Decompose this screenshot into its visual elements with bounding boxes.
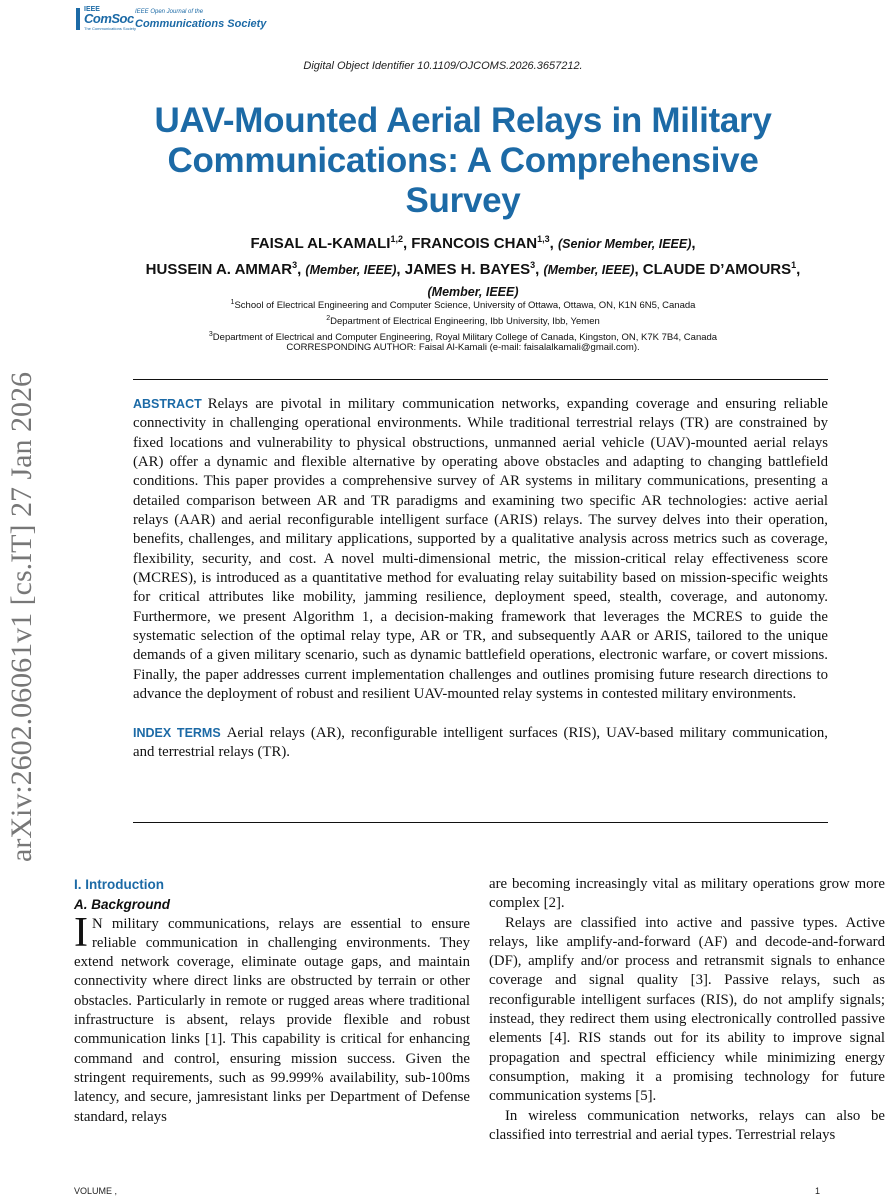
doi-line: Digital Object Identifier 10.1109/OJCOMS.2026.3657212. [303, 60, 583, 72]
author-affil-sup: 3 [530, 260, 536, 270]
author-affil-sup: 3 [292, 260, 298, 270]
left-column [74, 875, 470, 1127]
paper-title: UAV-Mounted Aerial Relays in Military Communications: A Comprehensive Survey [154, 101, 772, 220]
right-column [489, 875, 885, 1145]
abstract-label: ABSTRACT [133, 397, 202, 411]
author-list: FAISAL AL-KAMALI$^{1,2}$, FRANCOIS CHAN$^{1,3}$, (Senior Member, IEEE), HUSSEIN A. AMMAR$^3$, (Member, IEEE), JAMES H. BAYES$^3$, (Member, IEEE), CLAUDE D’AMOURS$^1$, (Member, IEEE) [145, 234, 801, 299]
subsection-heading: A. Background [74, 897, 171, 913]
author-membership: (Senior Member, IEEE) [558, 237, 692, 251]
affiliation-line [120, 312, 806, 328]
body-paragraph: Relays are classified into active and passive types. Active relays, like amplify-and-forward (AF) and decode-and-forward (DF), amplify and/or process and retransmit signals to enhance coverage and signal quality [3]. Passive relays, such as reconfigurable intelligent surfaces (RIS), do not amplify signals; instead, they redirect them using electronically controlled passive elements [4]. RIS stands out for its ability to improve signal propagation and spectral efficiency while minimizing energy consumption, making it a promising technology for future communication systems [5]. [489, 914, 885, 1105]
abstract-text: Relays are pivotal in military communication networks, expanding coverage and ensuring reliable connectivity in challenging operational environments. While traditional terrestrial relays (TR) are constrained by fixed locations and vulnerability to physical obstructions, unmanned aerial vehicle (UAV)-mounted aerial relays (AR) offer a dynamic and flexible alternative by operating above obstacles and adapting to changing battlefield conditions. This paper provides a comprehensive survey of AR systems in military communications, presenting a detailed comparison between AR and TR paradigms and examining two specific AR technologies: active aerial relays (AAR) and aerial reconfigurable intelligent surface (ARIS) relays. The survey delves into their operation, benefits, challenges, and military applications, supported by a qualitative analysis across metrics such as coverage, flexibility, security, and cost. A novel multi-dimensional metric, the mission-critical relay effectiveness score (MCRES), is introduced as a quantitative method for evaluating relay suitability based on mission-specific weights for critical attributes like mobility, jamming resilience, deployment speed, stealth, coverage, and autonomy. Furthermore, we present Algorithm 1, a decision-making framework that leverages the MCRES to guide the systematic selection of the optimal relay type, AR or TR, and subsequently AAR or ARIS, tailored to the unique demands of a given military scenario, such as dynamic battlefield operations, electronic warfare, or covert missions. Finally, the paper addresses current implementation challenges and outlines promising future research directions to advance the deployment of robust and resilient UAV-mounted relay systems in contested military environments. [133, 396, 828, 703]
affiliation-line [120, 296, 806, 312]
body-paragraph: In wireless communication networks, relays can also be classified into terrestrial and aerial types. Terrestrial relays [489, 1107, 885, 1143]
author-membership: (Member, IEEE) [543, 263, 635, 277]
abstract-block [133, 395, 828, 762]
logo-accent-bar [76, 8, 80, 30]
logo-society-line: Communications Society [135, 18, 267, 30]
arxiv-stamp: arXiv:2602.06061v1 [cs.IT] 27 Jan 2026 [5, 372, 38, 862]
affiliation-text: Department of Electrical Engineering, Ibb University, Ibb, Yemen [330, 316, 600, 328]
author-affil-sup: 1,2 [390, 234, 403, 244]
affiliation-sup: 2 [326, 315, 331, 323]
affiliation-text: School of Electrical Engineering and Computer Science, University of Ottawa, Ottawa, ON, K1N 6N5, Canada [234, 300, 696, 312]
index-terms-text: Aerial relays (AR), reconfigurable intelligent surfaces (RIS), UAV-based military communication, and terrestrial relays (TR). [133, 724, 828, 760]
author-name: JAMES H. BAYES [404, 261, 531, 278]
author-name: FRANCOIS CHAN [411, 235, 538, 252]
section-heading: I. Introduction [74, 877, 164, 892]
logo-journal-line: IEEE Open Journal of the [135, 9, 204, 15]
intro-paragraph [74, 909, 470, 1127]
affiliations [120, 296, 806, 344]
footer-volume: VOLUME , [74, 1186, 118, 1196]
drop-cap: I [74, 909, 88, 956]
author-affil-sup: 1,3 [537, 234, 550, 244]
logo-comsoc-text: ComSoc [84, 11, 134, 26]
author-name: CLAUDE D’AMOURS [642, 261, 792, 278]
author-name: HUSSEIN A. AMMAR [145, 261, 293, 278]
index-terms-label: INDEX TERMS [133, 725, 221, 740]
footer-page-number: 1 [814, 1186, 820, 1196]
intro-paragraph-text: N military communications, relays are essential to ensure reliable communication in challenging environments. They extend network coverage, eliminate outage gaps, and maintain connectivity where direct links are obstructed by terrain or other obstacles. Particularly in remote or rugged areas where traditional infrastructure is absent, relays provide flexible and robust communication links [1]. This capability is critical for enhancing command and control, ensuring mission success. Given the stringent requirements, such as 99.999% availability, sub-100ms latency, and secure, jamresistant links per Department of Defense standard, relays [74, 915, 470, 1125]
author-name: FAISAL AL-KAMALI [250, 235, 391, 252]
author-affil-sup: 1 [791, 260, 797, 270]
corresponding-author: CORRESPONDING AUTHOR: Faisal Al-Kamali (e-mail: faisalalkamali@gmail.com). [286, 342, 640, 353]
logo-tagline: The Communications Society [84, 26, 137, 31]
author-membership: (Member, IEEE) [427, 285, 519, 299]
author-membership: (Member, IEEE) [305, 263, 397, 277]
abstract-top-rule [133, 379, 828, 380]
abstract-bottom-rule [133, 822, 828, 823]
body-paragraph: are becoming increasingly vital as military operations grow more complex [2]. [489, 876, 885, 912]
affiliation-text: Department of Electrical and Computer Engineering, Royal Military College of Canada, Kingston, ON, K7K 7B4, Canada [212, 332, 718, 344]
affiliation-sup: 1 [230, 299, 235, 306]
logo-ieee-text: IEEE [84, 6, 100, 13]
affiliation-sup: 3 [208, 331, 213, 339]
